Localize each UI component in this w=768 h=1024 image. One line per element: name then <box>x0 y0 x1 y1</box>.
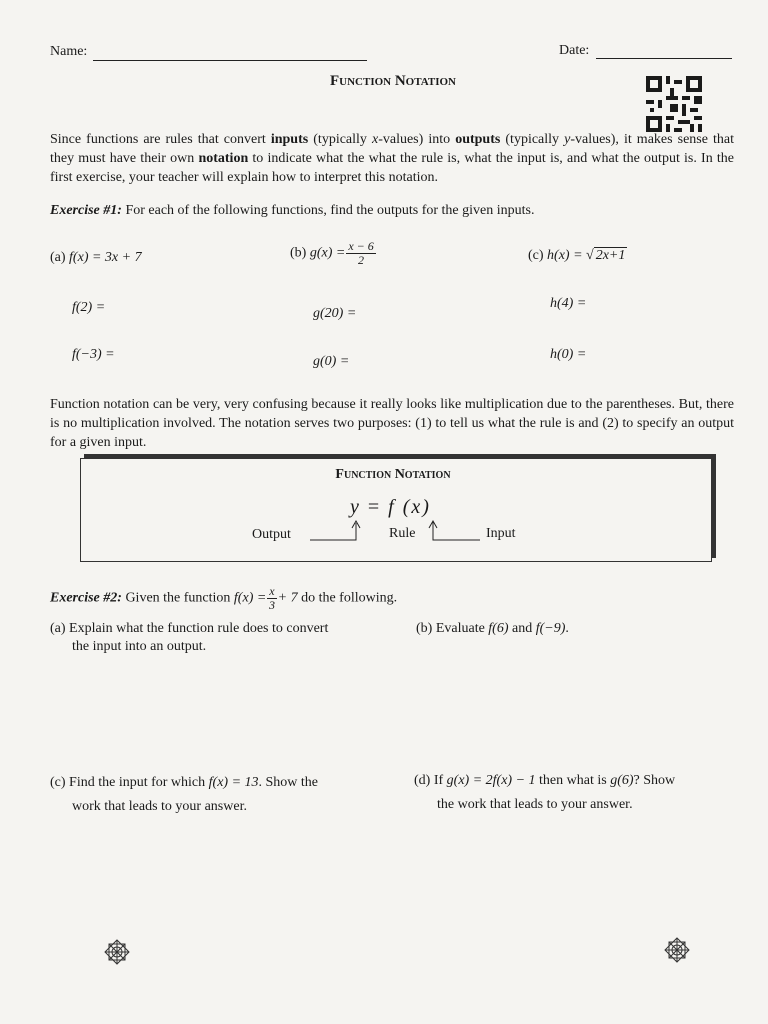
intro-text: -values) into <box>378 132 456 147</box>
g-of-6: g(6) <box>610 773 634 788</box>
f-of-6: f(6) <box>488 621 509 636</box>
exercise2-prompt: Given the function <box>125 590 231 606</box>
output-label: Output <box>252 527 291 542</box>
input-label: Input <box>486 526 516 541</box>
exercise2-heading <box>50 585 397 612</box>
notation-x: (x) <box>402 496 431 518</box>
function-f-definition: f(x) = 3x + 7 <box>69 250 142 265</box>
exercise2-b-text: and <box>508 621 536 636</box>
intro-text: (typically <box>308 132 372 147</box>
exercise1-c <box>528 248 627 264</box>
intro-text: (typically <box>500 132 565 147</box>
g-definition: g(x) = 2f(x) − 1 <box>446 773 536 788</box>
h-of-0: h(0) = <box>550 347 587 362</box>
g-of-0: g(0) = <box>313 354 350 369</box>
emblem-icon <box>104 939 130 965</box>
fraction-denominator: 3 <box>268 598 275 612</box>
fraction-denominator: 2 <box>358 253 365 267</box>
notation-arrows-icon <box>300 515 490 545</box>
f-of-neg3: f(−3) = <box>72 347 115 362</box>
intro-text: Since functions are rules that convert <box>50 132 271 147</box>
exercise2-d-text: then what is <box>535 773 611 788</box>
page-title: Function Notation <box>329 73 457 89</box>
exercise1-a <box>50 250 142 266</box>
intro-x: x <box>371 132 379 147</box>
intro-notation: notation <box>198 151 249 166</box>
notation-box-title: Function Notation <box>335 467 451 482</box>
exercise2-a-line2: the input into an output. <box>72 639 207 654</box>
exercise2-d-line1 <box>414 773 675 789</box>
exercise1-label: Exercise #1: <box>50 203 122 218</box>
exercise2-c-text: (c) Find the input for which <box>50 775 209 790</box>
f-of-2: f(2) = <box>72 300 106 315</box>
fraction-numerator: x <box>269 584 275 598</box>
exercise2-d-text: ? Show <box>633 773 676 788</box>
f-of-neg9: f(−9) <box>535 621 566 636</box>
exercise2-fraction <box>267 585 276 612</box>
exercise2-label: Exercise #2: <box>50 590 122 606</box>
name-field-line[interactable] <box>93 60 367 61</box>
exercise2-c-line1 <box>50 775 318 791</box>
intro-y: y <box>564 132 571 147</box>
intro-inputs: inputs <box>270 132 309 147</box>
h-of-4: h(4) = <box>550 296 587 311</box>
exercise2-c-text: . Show the <box>258 775 319 790</box>
date-label: Date: <box>559 43 590 58</box>
part-label: (a) <box>50 250 66 265</box>
exercise1-b <box>290 240 377 267</box>
function-g-fraction <box>346 240 375 267</box>
function-h-lhs: h(x) = √ <box>547 248 594 263</box>
exercise2-b-text: (b) Evaluate <box>416 621 489 636</box>
function-g-lhs: g(x) = <box>309 245 346 261</box>
exercise2-b-text: . <box>565 621 569 636</box>
exercise2-d-text: (d) If <box>414 773 447 788</box>
exercise2-d-line2: the work that leads to your answer. <box>437 797 633 812</box>
exercise2-c-line2: work that leads to your answer. <box>72 799 247 814</box>
exercise2-function-rhs: + 7 <box>277 590 298 606</box>
exercise2-prompt: do the following. <box>301 590 398 606</box>
intro-text: -values), it makes sense that they must have their own <box>50 132 734 166</box>
fraction-numerator: x − 6 <box>348 239 374 253</box>
part-label: (c) <box>528 248 544 263</box>
exercise1-heading <box>50 203 534 219</box>
g-of-20: g(20) = <box>313 306 357 321</box>
date-field-line[interactable] <box>596 58 732 59</box>
part-label: (b) <box>290 245 307 261</box>
notation-explanation: Function notation can be very, very confusing because it really looks like multiplication due to the parentheses. But, there is no multiplication involved. The notation serves two purposes: (1) to tell us what the rule is and (2) to specify an output for a given input. <box>50 397 734 450</box>
exercise1-prompt: For each of the following functions, find the outputs for the given inputs. <box>125 203 535 218</box>
exercise2-a-line1: (a) Explain what the function rule does to convert <box>50 621 329 636</box>
qr-code-icon <box>646 76 702 132</box>
name-label: Name: <box>50 44 88 59</box>
exercise2-b <box>416 621 569 637</box>
intro-outputs: outputs <box>455 132 501 147</box>
notation-f: f <box>388 496 396 518</box>
intro-text: to indicate what the what the rule is, what the input is, and what the output is. In the first exercise, your teacher will explain how to interpret this notation. <box>50 151 734 185</box>
notation-equals: = <box>367 496 382 518</box>
rule-label: Rule <box>389 526 416 541</box>
intro-paragraph <box>50 130 734 187</box>
function-h-radicand: 2x+1 <box>595 248 626 263</box>
emblem-icon <box>664 937 690 963</box>
notation-y: y <box>350 496 361 518</box>
f-equals-13: f(x) = 13 <box>208 775 259 790</box>
exercise2-function-lhs: f(x) = <box>233 590 267 606</box>
